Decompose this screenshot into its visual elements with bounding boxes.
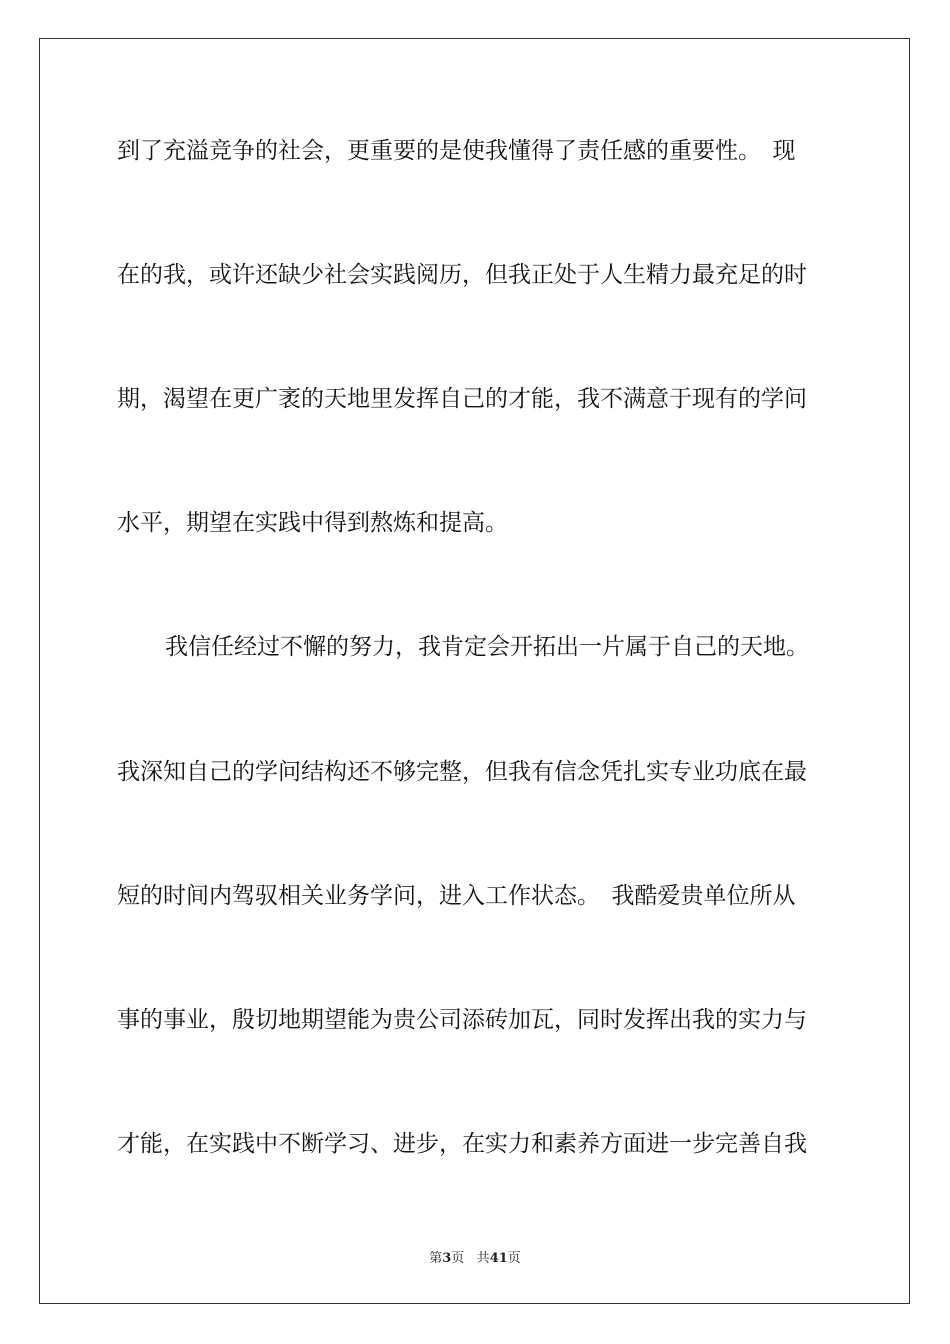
text-line-6: 我深知自己的学问结构还不够完整，但我有信念凭扎实专业功底在最 xyxy=(117,759,807,785)
total-suffix: 页 xyxy=(507,1251,521,1266)
text-line-7: 短的时间内驾驭相关业务学问，进入工作状态。 我酷爱贵单位所从 xyxy=(117,883,796,909)
page-border xyxy=(39,38,910,1304)
page-number: 3 xyxy=(442,1251,452,1266)
text-line-3: 期，渴望在更广袤的天地里发挥自己的才能，我不满意于现有的学问 xyxy=(117,386,807,412)
page-prefix: 第 xyxy=(429,1251,443,1266)
text-line-4: 水平，期望在实践中得到熬炼和提高。 xyxy=(117,510,508,536)
page-footer xyxy=(0,1247,950,1266)
text-line-1: 到了充溢竞争的社会，更重要的是使我懂得了责任感的重要性。 现 xyxy=(117,138,796,164)
total-pages: 41 xyxy=(489,1251,508,1266)
page-suffix: 页 xyxy=(451,1251,465,1266)
text-line-9: 才能，在实践中不断学习、进步，在实力和素养方面进一步完善自我 xyxy=(117,1131,807,1157)
total-prefix: 共 xyxy=(476,1251,490,1266)
text-line-5: 我信任经过不懈的努力，我肯定会开拓出一片属于自己的天地。 xyxy=(165,634,809,660)
text-line-2: 在的我，或许还缺少社会实践阅历，但我正处于人生精力最充足的时 xyxy=(117,262,807,288)
text-line-8: 事的事业，殷切地期望能为贵公司添砖加瓦，同时发挥出我的实力与 xyxy=(117,1007,807,1033)
